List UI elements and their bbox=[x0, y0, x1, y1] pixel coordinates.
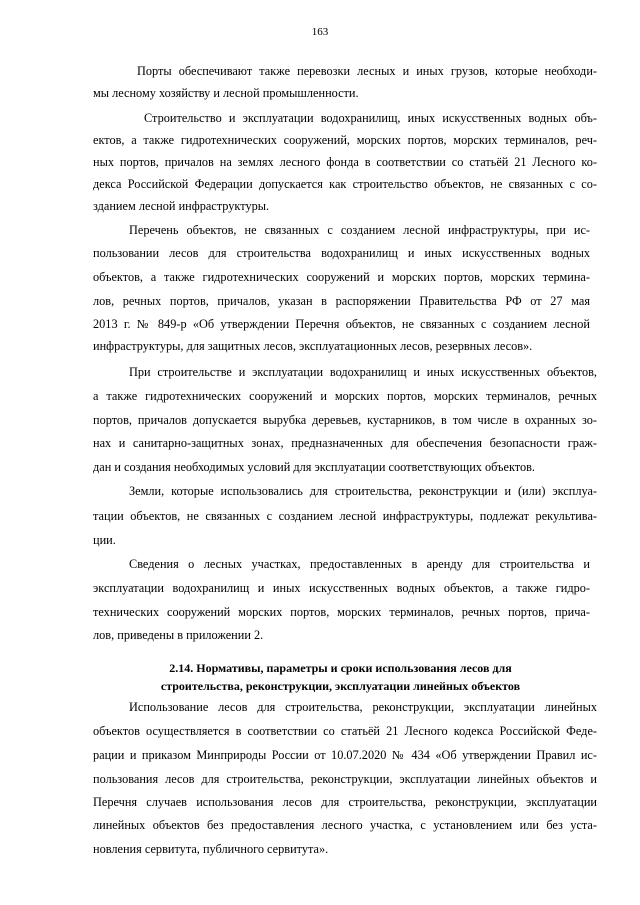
text-line: эксплуатации водохранилищ и иных искусственных водных объектов, а также гидро- bbox=[93, 581, 590, 595]
text-line: ектов, а также гидротехнических сооружений, морских портов, морских терминалов, реч- bbox=[93, 133, 597, 147]
text-line: декса Российской Федерации допускается как строительство объектов, не связанных с со- bbox=[93, 177, 597, 191]
text-line: технических сооружений морских портов, морских терминалов, речных портов, прича- bbox=[93, 605, 590, 619]
text-line: Сведения о лесных участках, предоставленных в аренду для строительства и bbox=[129, 557, 590, 571]
text-line: инфраструктуры, для защитных лесов, эксплуатационных лесов, резервных лесов». bbox=[93, 339, 533, 353]
text-line: портов, причалов допускается вырубка деревьев, кустарников, в том числе в охранных зо- bbox=[93, 413, 597, 427]
text-line: Перечня случаев использования лесов для строительства, реконструкции, эксплуатации bbox=[93, 795, 597, 809]
text-line: линейных объектов без предоставления лесного участка, с установлением или без уста- bbox=[93, 818, 597, 832]
text-line: дан и создания необходимых условий для эксплуатации соответствующих объектов. bbox=[93, 460, 536, 474]
text-line: Земли, которые использовались для строительства, реконструкции и (или) эксплуа- bbox=[129, 484, 597, 498]
text-line: зданием лесной инфраструктуры. bbox=[93, 199, 270, 213]
section-heading-line-1: 2.14. Нормативы, параметры и сроки использования лесов для bbox=[169, 661, 512, 675]
text-line: пользования лесов для строительства, реконструкции, эксплуатации линейных объектов и bbox=[93, 772, 597, 786]
text-line: нах и санитарно-защитных зонах, предназначенных для обеспечения безопасности граж- bbox=[93, 436, 597, 450]
text-line: Перечень объектов, не связанных с созданием лесной инфраструктуры, при ис- bbox=[129, 223, 590, 237]
text-line: рации и приказом Минприроды России от 10.07.2020 № 434 «Об утверждении Правил ис- bbox=[93, 748, 597, 762]
text-line: лов, речных портов, причалов, указан в распоряжении Правительства РФ от 27 мая bbox=[93, 294, 590, 308]
text-line: ции. bbox=[93, 533, 116, 547]
section-heading-line-2: строительства, реконструкции, эксплуатации линейных объектов bbox=[160, 679, 521, 693]
text-line: Строительство и эксплуатации водохранилищ, иных искусственных водных объ- bbox=[144, 111, 597, 125]
text-line: ных портов, причалов на землях лесного фонда в соответствии со статьёй 21 Лесного ко- bbox=[93, 155, 597, 169]
text-line: новления сервитута, публичного сервитута». bbox=[93, 842, 329, 856]
text-line: объектов осуществляется в соответствии со статьёй 21 Лесного кодекса Российской Феде- bbox=[93, 724, 597, 738]
text-line: Порты обеспечивают также перевозки лесных и иных грузов, которые необходи- bbox=[137, 64, 597, 78]
text-line: Использование лесов для строительства, реконструкции, эксплуатации линейных bbox=[129, 700, 597, 714]
text-line: пользовании лесов для строительства водохранилищ и иных искусственных водных bbox=[93, 246, 590, 260]
text-line: мы лесному хозяйству и лесной промышленности. bbox=[93, 86, 359, 100]
page-number: 163 bbox=[311, 26, 329, 38]
text-line: тации объектов, не связанных с созданием лесной инфраструктуры, подлежат рекультива- bbox=[93, 509, 597, 523]
text-line: 2013 г. № 849-р «Об утверждении Перечня объектов, не связанных с созданием лесной bbox=[93, 317, 590, 331]
text-line: При строительстве и эксплуатации водохранилищ и иных искусственных объектов, bbox=[129, 365, 597, 379]
text-line: объектов, а также гидротехнических сооружений и морских портов, морских термина- bbox=[93, 270, 590, 284]
text-line: лов, приведены в приложении 2. bbox=[93, 628, 264, 642]
text-line: а также гидротехнических сооружений и морских портов, морских терминалов, речных bbox=[93, 389, 597, 403]
